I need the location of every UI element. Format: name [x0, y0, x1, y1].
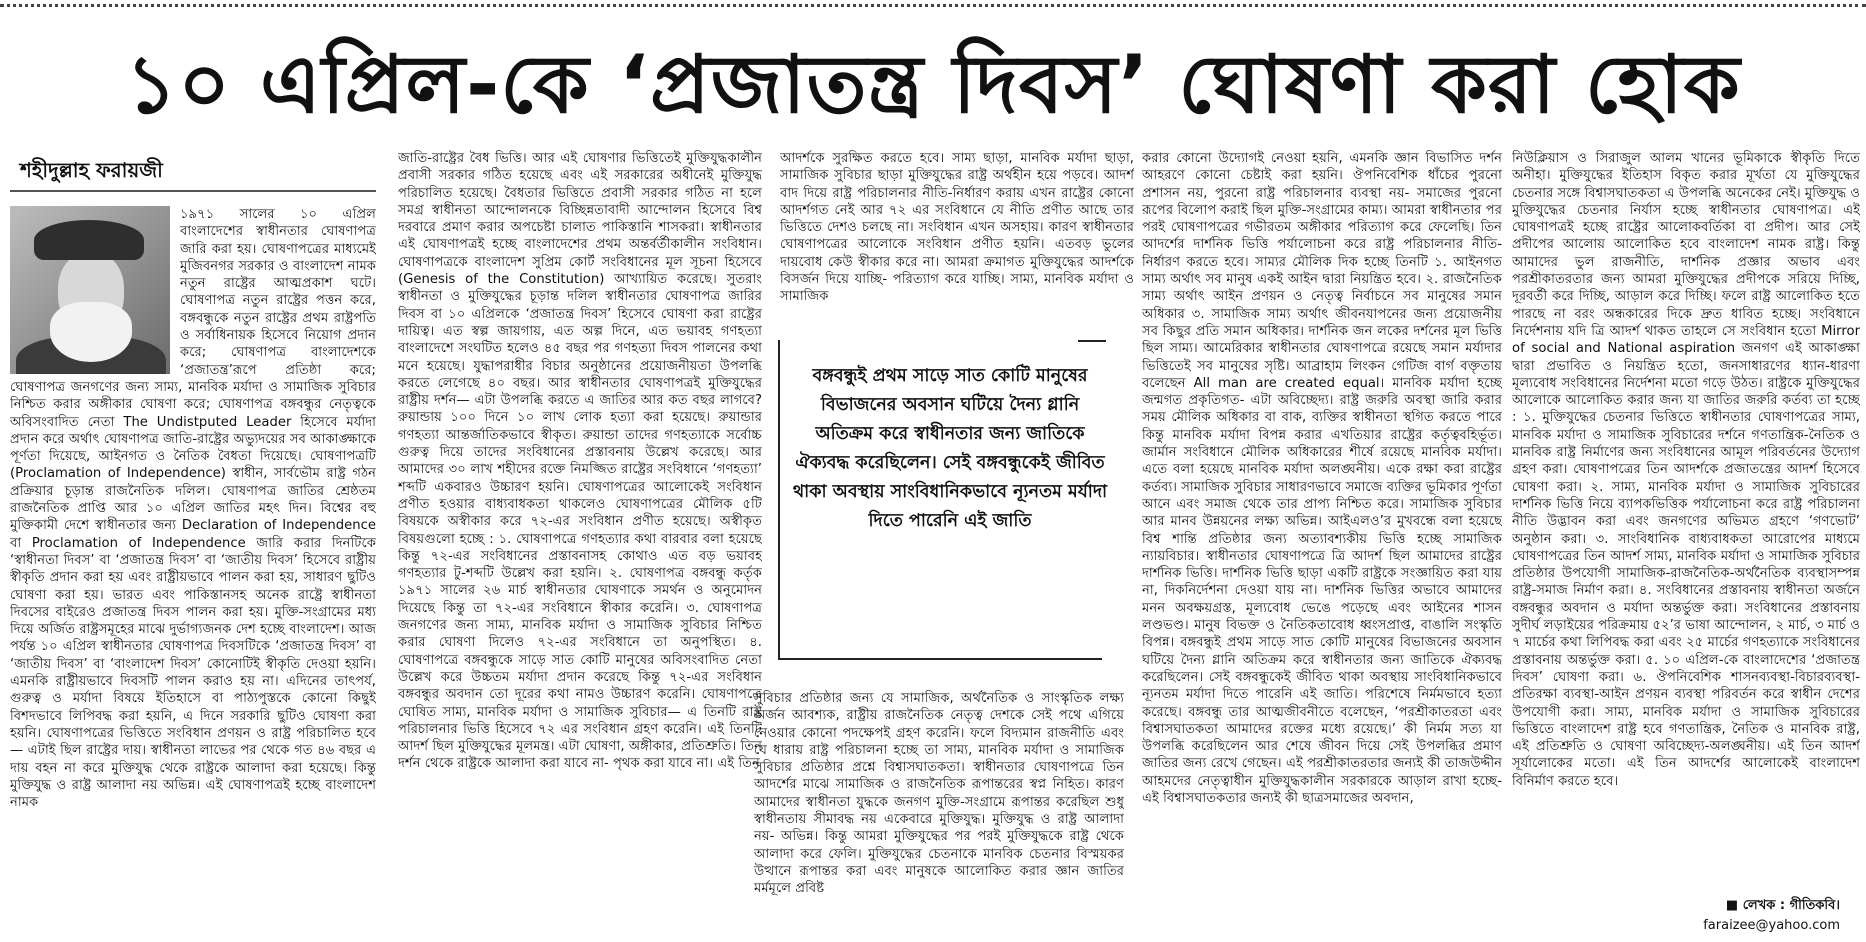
top-dotted-rule	[0, 4, 1866, 7]
column-3	[780, 150, 1134, 322]
byline: শহীদুল্লাহ ফরায়জী	[10, 150, 376, 192]
footer	[1703, 896, 1840, 936]
author-note: ■ লেখক : গীতিকবি।	[1725, 898, 1840, 913]
column-4	[1142, 150, 1502, 932]
column-5-text: নিউক্লিয়াস ও সিরাজুল আলম খানের ভূমিকাকে স্বীকৃতি দিতে অনীহা। মুক্তিযুদ্ধের ইতিহাস বিকৃত করার মূর্খতা যে মুক্তিযুদ্ধের চেতনার সঙ্গে বিশ্বাসঘাতকতা এ উপলব্ধি অনেকের নেই। মুক্তিযুদ্ধ ও মুক্তিযুদ্ধের চেতনার নির্যাস হচ্ছে স্বাধীনতার ঘোষণাপত্র। এই ঘোষণাপত্রই হচ্ছে রাষ্ট্রের আলোকবর্তিকা বা প্রদীপ। আর সেই প্রদীপের আলোয় আলোকিত হবে বাংলাদেশ নামক রাষ্ট্র। কিন্তু আমাদের ভুল রাজনীতি, দার্শনিক প্রজ্ঞার অভাব এবং পরশ্রীকাতরতার জন্য আমরা মুক্তিযুদ্ধের প্রদীপকে সরিয়ে দিচ্ছি, দূরবর্তী করে দিচ্ছি, আড়াল করে দিচ্ছি। ফলে রাষ্ট্র আলোকিত হতে পারছে না বরং অন্ধকারের দিকে দ্রুত ধাবিত হচ্ছে। সংবিধানে নির্দেশনায় যদি ত্রি আদর্শ থাকত তাহলে সে সংবিধান হতো Mirror of social and National aspiration জনগণ এই আকাঙ্ক্ষা দ্বারা প্রভাবিত ও নিয়ন্ত্রিত হতো, জনসাধারণের ধ্যান-ধারণা মূল্যবোধ সংবিধানের নির্দেশনা মতো গড়ে উঠত। রাষ্ট্রকে মুক্তিযুদ্ধের আলোকে আলোকিত করার জন্য যা জাতির জরুরি কর্তব্য তা হচ্ছে : ১. মুক্তিযুদ্ধের চেতনার ভিত্তিতে স্বাধীনতার ঘোষণাপত্রের সাম্য, মানবিক মর্যাদা ও সামাজিক সুবিচারের দর্শনে গণতান্ত্রিক-নৈতিক ও মানবিক রাষ্ট্র নির্মাণের জন্য সংবিধানের আমূল পরিবর্তনের উদ্যোগ গ্রহণ করা। ঘোষণাপত্রের তিন আদর্শকে প্রজাতন্ত্রের আদর্শ হিসেবে ঘোষণা করা। ২. সাম্য, মানবিক মর্যাদা ও সামাজিক সুবিচারের দার্শনিক ভিত্তি নিয়ে ব্যাপকভিত্তিক পর্যালোচনা করে রাষ্ট্র পরিচালনা নীতি উদ্ভাবন করা এবং জনগণের অভিমত গ্রহণে ‘গণভোট’ অনুষ্ঠান করা। ৩. সাংবিধানিক বাধ্যবাধকতা আরোপের মাধ্যমে ঘোষণাপত্রের তিন আদর্শ সাম্য, মানবিক মর্যাদা ও সামাজিক সুবিচার প্রতিষ্ঠার উপযোগী সামাজিক-রাজনৈতিক-অর্থনৈতিক ব্যবস্থাসম্পন্ন রাষ্ট্র-সমাজ নির্মাণ করা। ৪. সংবিধানের প্রস্তাবনায় স্বাধীনতা অর্জনে বঙ্গবন্ধুর অবদান ও মর্যাদা অন্তর্ভুক্ত করা। সংবিধানের প্রস্তাবনায় সুদীর্ঘ লড়াইয়ের পরিক্রমায় ৫২’র ভাষা আন্দোলন, ২ মার্চ, ৩ মার্চ ও ৭ মার্চের কথা লিপিবদ্ধ করা এবং ২৫ মার্চের গণহত্যাকে সংবিধানের প্রস্তাবনায় অন্তর্ভুক্ত করা। ৫. ১০ এপ্রিল-কে বাংলাদেশের ‘প্রজাতন্ত্র দিবস’ ঘোষণা করা। ৬. ঔপনিবেশিক শাসনব্যবস্থা-বিচারব্যবস্থা-প্রতিরক্ষা ব্যবস্থা-আইন প্রণয়ন ব্যবস্থা পরিবর্তন করে স্বাধীন দেশের উপযোগী করা। সাম্য, মানবিক মর্যাদা ও সামাজিক সুবিচারের ভিত্তিতে বাংলাদেশ রাষ্ট্র হবে গণতান্ত্রিক, নৈতিক ও মানবিক রাষ্ট্র, এই প্রতিশ্রুতি ও ঘোষণা অবিচ্ছেদ্য-অলঙ্ঘনীয়। এই তিন আদর্শ সূর্যালোকের মতো। এই তিন আদর্শের আলোকেই বাংলাদেশ বিনির্মাণ করতে হবে।	[1512, 151, 1860, 789]
headline: ১০ এপ্রিল-কে ‘প্রজাতন্ত্র দিবস’ ঘোষণা করা হোক	[125, 38, 1741, 131]
pull-quote-box	[778, 340, 1108, 660]
column-5	[1512, 150, 1860, 890]
column-4-text: করার কোনো উদ্যোগই নেওয়া হয়নি, এমনকি জ্ঞান বিভাসিত দর্শন আহরণে কোনো চেষ্টাই করা হয়নি। ঔপনিবেশিক ধাঁচের পুরনো প্রশাসন নয়, পুরনো রাষ্ট্র পরিচালনার ব্যবস্থা নয়- সমাজের পুরনো রূপের বিলোপ করাই ছিল মুক্তি-সংগ্রামের কাম্য। আমরা স্বাধীনতার পর পরই ঘোষণাপত্রের গভীরতম অঙ্গীকার পরিত্যাগ করে ফেলেছি। তিন আদর্শের দার্শনিক ভিত্তি পর্যালোচনা করে রাষ্ট্র পরিচালনার নীতি-নির্ধারণ করতে হবে। সাম্যর মৌলিক দিক হচ্ছে তিনটি ১. আইনগত সাম্য অর্থাৎ সব মানুষ একই আইন দ্বারা নিয়ন্ত্রিত হবে। ২. রাজনৈতিক সাম্য অর্থাৎ আইন প্রণয়ন ও নেতৃত্ব নির্বাচনে সব মানুষের সমান অধিকার ৩. সামাজিক সাম্য অর্থাৎ জীবনযাপনের জন্য প্রয়োজনীয় সব কিছুর প্রতি সমান অধিকার। দার্শনিক জন লকের দর্শনের মূল ভিত্তি ছিল সাম্য। আমেরিকার স্বাধীনতার ঘোষণাপত্রে রয়েছে সমান মর্যাদার ভিত্তিতেই সব মানুষের সৃষ্টি। আব্রাহাম লিংকন গেটিজ বার্গ বক্তৃতায় বলেছেন All man are created equal। মানবিক মর্যাদা হচ্ছে জন্মগত প্রকৃতিগত- এটা অবিচ্ছেদ্য। রাষ্ট্র জরুরি অবস্থা জারি করার সময় মৌলিক অধিকার বা বাক, ব্যক্তির স্বাধীনতা স্থগিত করতে পারে কিন্তু মানবিক মর্যাদা বিপন্ন করার এখতিয়ার রাষ্ট্রের কর্তৃত্ববহির্ভূত। জার্মান সংবিধানে মৌলিক অধিকারের শীর্ষে রয়েছে মানবিক মর্যাদা। এতে বলা হয়েছে মানবিক মর্যাদা অলঙ্ঘনীয়। একে রক্ষা করা রাষ্ট্রের কর্তব্য। সামাজিক সুবিচার সাধারণভাবে সমাজে ব্যক্তির ভূমিকার পূর্ণতা আনে এবং সমাজ থেকে তার প্রাপ্য নিশ্চিত করে। সামাজিক সুবিচার আর মানব উন্নয়নের লক্ষ্য অভিন্ন। আইএলও’র মুখবন্ধে বলা হয়েছে বিশ্ব শান্তি প্রতিষ্ঠার জন্য অত্যাবশ্যকীয় ভিত্তি হচ্ছে সামাজিক ন্যায়বিচার। স্বাধীনতার ঘোষণাপত্রে ত্রি আদর্শ ছিল আমাদের রাষ্ট্রের দার্শনিক ভিত্তি। দার্শনিক ভিত্তি ছাড়া একটি রাষ্ট্রকে সংজ্ঞায়িত করা যায় না, দিকনির্দেশনা দেওয়া যায় না। দার্শনিক ভিত্তির অভাবে আমাদের মনন অবক্ষয়গ্রস্ত, মূল্যবোধ ভেঙে পড়েছে এবং আইনের শাসন লণ্ডভণ্ড। মানুষ বিভক্ত ও নৈতিকতাবোধ ধ্বংসপ্রাপ্ত, বাঙালি সংস্কৃতি বিপন্ন। বঙ্গবন্ধুই প্রথম সাড়ে সাত কোটি মানুষের বিভাজনের অবসান ঘটিয়ে দৈন্য গ্লানি অতিক্রম করে স্বাধীনতার জন্য জাতিকে ঐক্যবদ্ধ করেছিলেন। সেই বঙ্গবন্ধুকেই জীবিত থাকা অবস্থায় সাংবিধানিকভাবে ন্যূনতম মর্যাদা দিতে পারেনি এই জাতি। পরিশেষে নির্মমভাবে হত্যা করেছে। বঙ্গবন্ধু তার আত্মজীবনীতে বলেছেন, ‘পরশ্রীকাতরতা এবং বিশ্বাসঘাতকতা আমাদের রক্তের মধ্যে রয়েছে।’ কী নির্মম সত্য যা উপলব্ধি করেছিলেন আর শেষে জীবন দিয়ে সেই উপলব্ধির প্রমাণ জাতির জন্য রেখে গেছেন। এই পরশ্রীকাতরতার জন্যই কী তাজউদ্দীন আহমদের নেতৃত্বাধীন মুক্তিযুদ্ধকালীন সরকারকে আড়াল রাখা হচ্ছে- এই বিশ্বাসঘাতকতার জন্যই কী ছাত্রসমাজের অবদান,	[1142, 151, 1502, 806]
column-3-text: আদর্শকে সুরক্ষিত করতে হবে। সাম্য ছাড়া, মানবিক মর্যাদা ছাড়া, সামাজিক সুবিচার ছাড়া মুক্তিযুদ্ধের রাষ্ট্র অর্থহীন হয়ে পড়বে। আদর্শ বাদ দিয়ে রাষ্ট্র পরিচালনার নীতি-নির্ধারণ করায় এখন রাষ্ট্রের কোনো আদর্শগত নেই আর ৭২ এর সংবিধানে যে নীতি প্রণীত আছে তার ভিত্তিতে দেশও চলছে না। সংবিধান এখন অসহায়। কারণ স্বাধীনতার ঘোষণাপত্রের আলোকে সংবিধান প্রণীত হয়নি। এতবড় ভুলের দায়বোধ কেউ স্বীকার করে না। আমরা ক্রমাগত মুক্তিযুদ্ধের আদর্শকে বিসর্জন দিয়ে যাচ্ছি- পরিত্যাগ করে যাচ্ছি। সাম্য, মানবিক মর্যাদা ও সামাজিক	[780, 151, 1134, 305]
pull-quote-text: বঙ্গবন্ধুই প্রথম সাড়ে সাত কোটি মানুষের বিভাজনের অবসান ঘটিয়ে দৈন্য গ্লানি অতিক্রম করে স্বাধীনতার জন্য জাতিকে ঐক্যবদ্ধ করেছিলেন। সেই বঙ্গবন্ধুকেই জীবিত থাকা অবস্থায় সাংবিধানিকভাবে ন্যূনতম মর্যাদা দিতে পারেনি এই জাতি	[792, 366, 1108, 531]
column-2-text: জাতি-রাষ্ট্রের বৈধ ভিত্তি। আর এই ঘোষণার ভিত্তিতেই মুক্তিযুদ্ধকালীন প্রবাসী সরকার গঠিত হয়েছে এবং এই সরকারের অধীনেই মুক্তিযুদ্ধ পরিচালিত হয়েছে। বৈধতার ভিত্তিতে প্রবাসী সরকার গঠিত না হলে সমগ্র স্বাধীনতা আন্দোলনকে বিচ্ছিন্নতাবাদী আন্দোলন হিসেবে বিশ্ব দরবারে প্রমাণ করার অপচেষ্টা চালাত পাকিস্তানি শাসকরা। স্বাধীনতার এই ঘোষণাপত্রই হচ্ছে বাংলাদেশের প্রথম অন্তর্বর্তীকালীন সংবিধান। ঘোষণাপত্রকে বাংলাদেশ সুপ্রিম কোর্ট সংবিধানের মূল সূচনা হিসেবে (Genesis of the Constitution) আখ্যায়িত করেছে। সুতরাং স্বাধীনতা ও মুক্তিযুদ্ধের চূড়ান্ত দলিল স্বাধীনতার ঘোষণাপত্র জারির দিবস বা ১০ এপ্রিলকে ‘প্রজাতন্ত্র দিবস’ হিসেবে ঘোষণা করা রাষ্ট্রের দায়িত্ব। এত স্বল্প জায়গায়, এত অল্প দিনে, এত ভয়াবহ গণহত্যা বাংলাদেশে সংঘটিত হলেও ৪৫ বছর পর গণহত্যা দিবস পালনের কথা মনে হয়েছে। যুদ্ধাপরাধীর বিচার অনুষ্ঠানের প্রয়োজনীয়তা উপলব্ধি করতে লেগেছে ৪০ বছর। আর স্বাধীনতার ঘোষণাপত্রই মুক্তিযুদ্ধের রাষ্ট্রীয় দর্শন— এটা উপলব্ধি করতে এ জাতির আর কত বছর লাগবে? রুয়ান্ডায় ১০০ দিনে ১০ লাখ লোক হত্যা করা হয়েছে। রুয়ান্ডার গণহত্যা আন্তর্জাতিকভাবে স্বীকৃত। রুয়ান্ডা তাদের গণহত্যাকে সর্বোচ্চ গুরুত্ব দিয়ে তাদের সংবিধানের প্রস্তাবনায় উল্লেখ করেছে। আর আমাদের ৩০ লাখ শহীদের রক্তে নিমজ্জিত রাষ্ট্রের সংবিধানে ‘গণহত্যা’ শব্দটি একবারও উচ্চারণ হয়নি। ঘোষণাপত্রের আলোকেই সংবিধান প্রণীত হওয়ার বাধ্যবাধকতা থাকলেও ঘোষণাপত্রের মৌলিক ৫টি বিষয়কে অস্বীকার করে ৭২-এর সংবিধান প্রণীত হয়েছে। অস্বীকৃত বিষয়গুলো হচ্ছে : ১. ঘোষণাপত্রে গণহত্যার কথা বারবার বলা হয়েছে কিন্তু ৭২-এর সংবিধানের প্রস্তাবনাসহ কোথাও এত বড় ভয়াবহ গণহত্যার টু-শব্দটি উল্লেখ করা হয়নি। ২. ঘোষণাপত্র বঙ্গবন্ধু কর্তৃক ১৯৭১ সালের ২৬ মার্চ স্বাধীনতার ঘোষণাকে সমর্থন ও অনুমোদন দিয়েছে কিন্তু তা ৭২-এর সংবিধানে স্বীকার করেনি। ৩. ঘোষণাপত্র জনগণের জন্য সাম্য, মানবিক মর্যাদা ও সামাজিক সুবিচার নিশ্চিত করার ঘোষণা দিলেও ৭২-এর সংবিধানে তা অনুপস্থিত। ৪. ঘোষণাপত্রে বঙ্গবন্ধুকে সাড়ে সাত কোটি মানুষের অবিসংবাদিত নেতা উল্লেখ করে উচ্চতম মর্যাদা প্রদান করেছে কিন্তু ৭২-এর সংবিধান বঙ্গবন্ধুর অবদান তো দূরের কথা নামও উচ্চারণ করেনি। ঘোষণাপত্রে ঘোষিত সাম্য, মানবিক মর্যাদা ও সামাজিক সুবিচার— এ তিনটি রাষ্ট্র পরিচালনার ভিত্তি হিসেবে ৭২ এর সংবিধান গ্রহণ করেনি। এই তিনটি আদর্শ ছিল মুক্তিযুদ্ধের মূলমন্ত্র। এটা ঘোষণা, অঙ্গীকার, প্রতিশ্রুতি। তিন দর্শন থেকে রাষ্ট্রকে আলাদা করা যাবে না- পৃথক করা যাবে না। এই তিন	[398, 151, 762, 772]
column-3-lower-text: সুবিচার প্রতিষ্ঠার জন্য যে সামাজিক, অর্থনৈতিক ও সাংস্কৃতিক লক্ষ্য অর্জন আবশ্যক, রাষ্ট্রীয় রাজনৈতিক নেতৃত্ব দেশকে সেই পথে এগিয়ে নেওয়ার কোনো পদক্ষেপই গ্রহণ করেনি। ফলে বিদ্যমান রাজনীতি এবং যে ধারায় রাষ্ট্র পরিচালনা হচ্ছে তা সাম্য, মানবিক মর্যাদা ও সামাজিক সুবিচার প্রতিষ্ঠার প্রশ্নে বিশ্বাসঘাতকতা। স্বাধীনতার ঘোষণাপত্রে তিন আদর্শের মাঝে সামাজিক ও রাজনৈতিক রূপান্তরের স্বপ্ন নিহিত। কারণ আমাদের স্বাধীনতা যুদ্ধকে জনগণ মুক্তি-সংগ্রামে রূপান্তর করেছিল শুধু স্বাধীনতায় সীমাবদ্ধ নয় একেবারে মুক্তিযুদ্ধ। মুক্তিযুদ্ধ ও রাষ্ট্র আলাদা নয়- অভিন্ন। কিন্তু আমরা মুক্তিযুদ্ধের পর পরই মুক্তিযুদ্ধকে রাষ্ট্র থেকে আলাদা করে ফেলি। মুক্তিযুদ্ধের চেতনাকে মানবিক চেতনার বিস্ময়কর উত্থানে রূপান্তর করা এবং মানুষকে আলোকিত করার জ্ঞান জাতির মর্মমূলে প্রবিষ্ট	[754, 691, 1124, 897]
column-1-text: ১৯৭১ সালের ১০ এপ্রিল বাংলাদেশের স্বাধীনতার ঘোষণাপত্র জারি করা হয়। ঘোষণাপত্রের মাধ্যমেই মুজিবনগর সরকার ও বাংলাদেশ নামক নতুন রাষ্ট্রের আত্মপ্রকাশ ঘটে। ঘোষণাপত্র নতুন রাষ্ট্রের পত্তন করে, বঙ্গবন্ধুকে নতুন রাষ্ট্রের প্রথম রাষ্ট্রপতি ও সর্বাধিনায়ক হিসেবে নিয়োগ প্রদান করে; ঘোষণাপত্র বাংলাদেশকে ‘প্রজাতন্ত্র’রূপে প্রতিষ্ঠা করে; ঘোষণাপত্র জনগণের জন্য সাম্য, মানবিক মর্যাদা ও সামাজিক সুবিচার নিশ্চিত করার অঙ্গীকার ঘোষণা করে; ঘোষণাপত্র বঙ্গবন্ধুর নেতৃত্বকে অবিসংবাদিত নেতা The Undistputed Leader হিসেবে মর্যাদা প্রদান করে অর্থাৎ ঘোষণাপত্র জাতি-রাষ্ট্রের অভ্যুদয়ের সব আকাঙ্ক্ষাকে পূর্ণতা দিয়েছে, আইনগত ও নৈতিক বৈধতা দিয়েছে। ঘোষণাপত্রটি (Proclamation of Independence) স্বাধীন, সার্বভৌম রাষ্ট্র গঠন প্রক্রিয়ার চূড়ান্ত রাজনৈতিক দলিল। ঘোষণাপত্র জাতির শ্রেষ্ঠতম রাজনৈতিক প্রাপ্তি আর ১০ এপ্রিল জাতির মহৎ দিন। বিশ্বের বহু মুক্তিকামী দেশে স্বাধীনতার জন্য Declaration of Independence বা Proclamation of Independence জারি করার দিনটিকে ‘স্বাধীনতা দিবস’ বা ‘প্রজাতন্ত্র দিবস’ বা ‘জাতীয় দিবস’ হিসেবে রাষ্ট্রীয় স্বীকৃতি প্রদান করা হয় এবং রাষ্ট্রীয়ভাবে পালন করা হয়, সাধারণ ছুটিও ঘোষণা করা হয়। ভারত এবং পাকিস্তানসহ অনেক রাষ্ট্রে স্বাধীনতা দিবসের বাইরেও প্রজাতন্ত্র দিবস পালন করা হয়। মুক্তি-সংগ্রামের মধ্য দিয়ে অর্জিত রাষ্ট্রসমূহের মাঝে দুর্ভাগ্যজনক দেশ হচ্ছে বাংলাদেশ। আজ পর্যন্ত ১০ এপ্রিল স্বাধীনতার ঘোষণাপত্র দিবসটিকে ‘প্রজাতন্ত্র দিবস’ বা ‘জাতীয় দিবস’ বা ‘বাংলাদেশ দিবস’ কোনোটিই স্বীকৃতি দেওয়া হয়নি। এমনকি রাষ্ট্রীয়ভাবে দিবসটি পালন করাও হয় না। এদিনের তাৎপর্য, গুরুত্ব ও মর্যাদা বিষয়ে ইতিহাসে বা পাঠ্যপুস্তকে কোনো কিছুই বিশদভাবে লিপিবদ্ধ করা হয়নি, এ দিনে সরকারি ছুটিও ঘোষণা করা হয়নি। ঘোষণাপত্রের ভিত্তিতে সংবিধান প্রণয়ন ও রাষ্ট্র পরিচালিত হবে— এটাই ছিল রাষ্ট্রের দায়। স্বাধীনতা লাভের পর থেকে গত ৪৬ বছর এ দায় বহন না করে মুক্তিযুদ্ধ থেকে রাষ্ট্রকে আলাদা করা হয়েছে। কিন্তু মুক্তিযুদ্ধ ও রাষ্ট্র আলাদা নয় অভিন্ন। এই ঘোষণাপত্রই হচ্ছে বাংলাদেশ নামক	[10, 207, 376, 811]
column-1	[10, 150, 376, 811]
author-email: faraizee@yahoo.com	[1703, 918, 1840, 933]
column-3-lower	[754, 690, 1124, 934]
column-2	[398, 150, 762, 932]
author-photo	[10, 206, 170, 374]
